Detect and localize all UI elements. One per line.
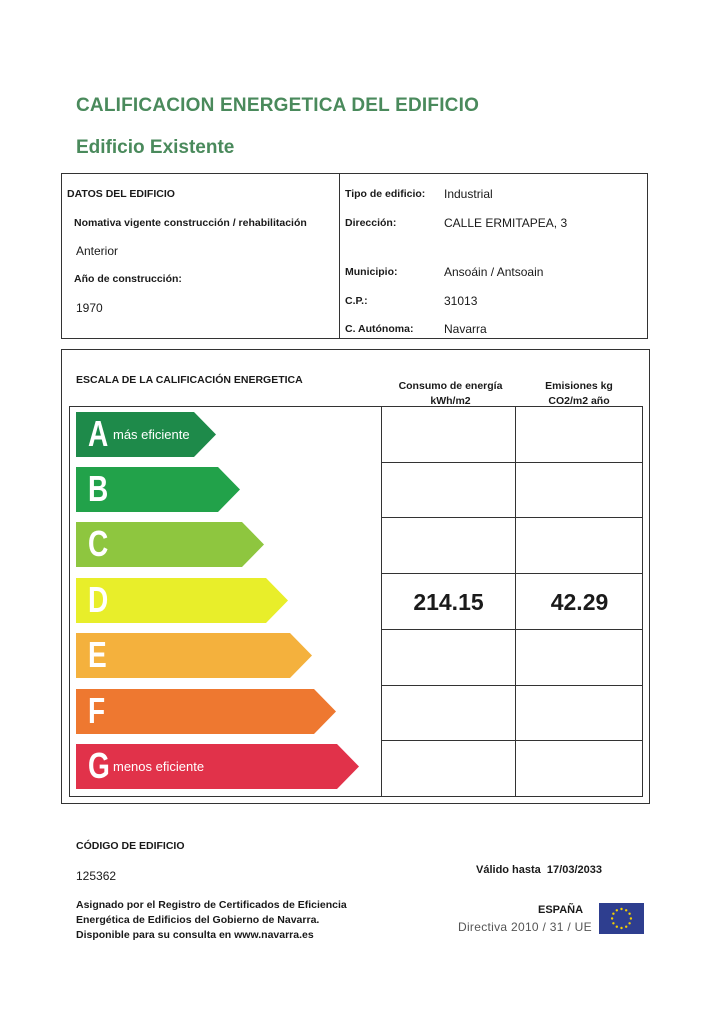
- grid-line: [381, 573, 643, 574]
- registry-line-1: Asignado por el Registro de Certificados de Eficiencia: [76, 899, 347, 911]
- rating-arrow-c: [76, 522, 264, 567]
- rating-note: menos eficiente: [113, 759, 205, 774]
- norm-value: Anterior: [76, 244, 119, 258]
- municipality-value: Ansoáin / Antsoain: [444, 265, 544, 279]
- rating-arrow-b: [76, 467, 240, 512]
- grid-line: [381, 462, 643, 463]
- directive-label: Directiva 2010 / 31 / UE: [458, 920, 592, 934]
- year-label: Año de construcción:: [74, 273, 182, 285]
- municipality-label: Municipio:: [345, 266, 398, 278]
- consumption-header: Consumo de energía kWh/m2: [398, 380, 503, 407]
- eu-flag-icon: [599, 903, 644, 934]
- country-label: ESPAÑA: [538, 904, 584, 916]
- rating-arrow-shape: [76, 689, 336, 734]
- scale-title: ESCALA DE LA CALIFICACIÓN ENERGETICA: [76, 374, 303, 386]
- building-code-value: 125362: [76, 869, 117, 883]
- valid-until: [476, 864, 602, 876]
- rating-letter: E: [88, 634, 107, 675]
- rating-letter: F: [88, 690, 106, 731]
- registry-note: [76, 898, 376, 943]
- registry-line-2: Energética de Edificios del Gobierno de Navarra.: [76, 914, 320, 926]
- grid-line: [381, 517, 643, 518]
- rating-arrow-shape: [76, 633, 312, 678]
- rating-letter: C: [88, 523, 109, 564]
- type-value: Industrial: [444, 187, 493, 201]
- rating-arrow-a: [76, 412, 216, 457]
- rating-letter: D: [88, 579, 109, 620]
- region-value: Navarra: [444, 322, 487, 336]
- valid-label: Válido hasta: [476, 864, 541, 876]
- address-label: Dirección:: [345, 217, 397, 229]
- registry-line-3: Disponible para su consulta en: [76, 929, 235, 941]
- page-subtitle: Edificio Existente: [76, 137, 235, 158]
- valid-date: 17/03/2033: [546, 864, 602, 876]
- grid-line: [381, 685, 643, 686]
- building-code-label: CÓDIGO DE EDIFICIO: [76, 840, 185, 852]
- consumption-value: 214.15: [413, 589, 484, 615]
- page-title: CALIFICACION ENERGETICA DEL EDIFICIO: [76, 95, 480, 116]
- rating-arrow-f: [76, 689, 336, 734]
- emissions-header: Emisiones kg CO2/m2 año: [545, 380, 613, 407]
- rating-arrow-e: [76, 633, 312, 678]
- postcode-value: 31013: [444, 294, 478, 308]
- rating-letter: G: [88, 745, 110, 786]
- norm-label: Nomativa vigente construcción / rehabilitación: [74, 217, 307, 229]
- year-value: 1970: [76, 301, 103, 315]
- grid-line: [381, 629, 643, 630]
- box-divider: [339, 174, 340, 338]
- rating-arrow-d: [76, 578, 288, 623]
- grid-line: [381, 740, 643, 741]
- rating-letter: A: [88, 413, 109, 454]
- postcode-label: C.P.:: [345, 295, 368, 307]
- registry-link[interactable]: www.navarra.es: [234, 929, 314, 941]
- emissions-value: 42.29: [550, 589, 609, 615]
- rating-letter: B: [88, 468, 109, 509]
- rating-note: más eficiente: [113, 427, 190, 442]
- address-value: CALLE ERMITAPEA, 3: [444, 216, 568, 230]
- building-data-label: DATOS DEL EDIFICIO: [67, 188, 175, 200]
- rating-arrow-g: [76, 744, 359, 789]
- region-label: C. Autónoma:: [345, 323, 414, 335]
- type-label: Tipo de edificio:: [345, 188, 426, 200]
